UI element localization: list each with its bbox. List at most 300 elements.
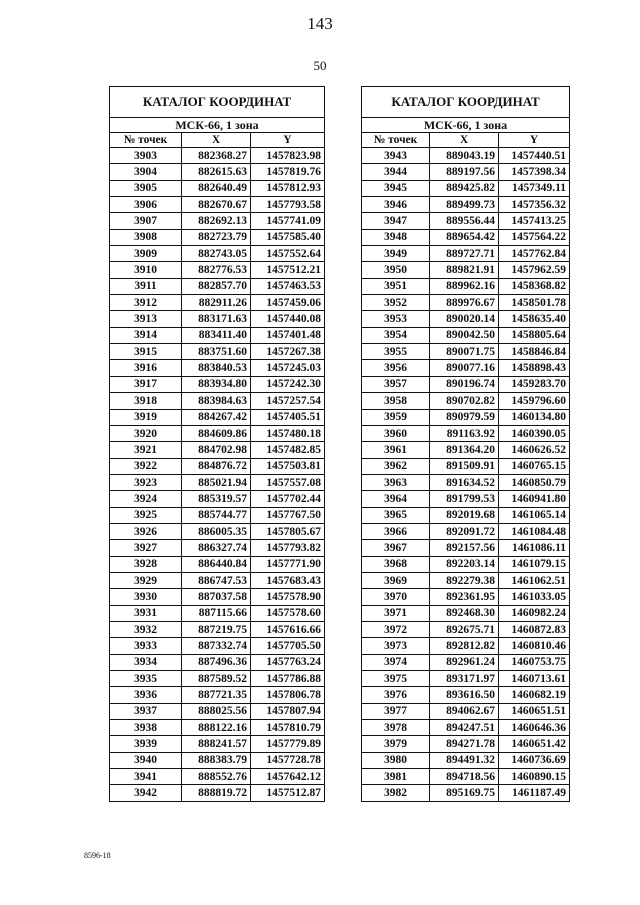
table-row	[362, 180, 570, 196]
table-row	[110, 752, 325, 768]
table-row	[362, 621, 570, 637]
point-number-cell: 3965	[362, 507, 430, 523]
y-coordinate-cell: 1460713.61	[499, 671, 570, 687]
point-number-cell: 3903	[110, 148, 182, 164]
point-number-cell: 3967	[362, 540, 430, 556]
table-row	[110, 703, 325, 719]
table-row	[110, 523, 325, 539]
table-row	[362, 540, 570, 556]
table-row	[362, 687, 570, 703]
x-coordinate-cell: 887496.36	[182, 654, 251, 670]
column-header-y: Y	[251, 133, 325, 148]
y-coordinate-cell: 1460646.36	[499, 720, 570, 736]
coordinate-table-left	[109, 86, 325, 802]
table-title: КАТАЛОГ КООРДИНАТ	[110, 87, 325, 118]
y-coordinate-cell: 1457512.87	[251, 785, 325, 801]
table-row	[362, 197, 570, 213]
x-coordinate-cell: 884702.98	[182, 442, 251, 458]
point-number-cell: 3973	[362, 638, 430, 654]
x-coordinate-cell: 888241.57	[182, 736, 251, 752]
y-coordinate-cell: 1457356.32	[499, 197, 570, 213]
y-coordinate-cell: 1457405.51	[251, 409, 325, 425]
table-row	[362, 376, 570, 392]
y-coordinate-cell: 1459796.60	[499, 393, 570, 409]
x-coordinate-cell: 882368.27	[182, 148, 251, 164]
x-coordinate-cell: 888819.72	[182, 785, 251, 801]
y-coordinate-cell: 1458846.84	[499, 344, 570, 360]
point-number-cell: 3936	[110, 687, 182, 703]
table-row	[110, 213, 325, 229]
point-number-cell: 3905	[110, 180, 182, 196]
table-row	[110, 556, 325, 572]
x-coordinate-cell: 889821.91	[430, 262, 499, 278]
x-coordinate-cell: 889499.73	[430, 197, 499, 213]
y-coordinate-cell: 1459283.70	[499, 376, 570, 392]
y-coordinate-cell: 1457552.64	[251, 246, 325, 262]
y-coordinate-cell: 1457245.03	[251, 360, 325, 376]
point-number-cell: 3957	[362, 376, 430, 392]
point-number-cell: 3977	[362, 703, 430, 719]
table-row	[110, 769, 325, 785]
coordinate-table-right	[361, 86, 570, 802]
point-number-cell: 3921	[110, 442, 182, 458]
x-coordinate-cell: 891364.20	[430, 442, 499, 458]
y-coordinate-cell: 1457564.22	[499, 229, 570, 245]
point-number-cell: 3959	[362, 409, 430, 425]
table-row	[362, 671, 570, 687]
point-number-cell: 3948	[362, 229, 430, 245]
point-number-cell: 3916	[110, 360, 182, 376]
x-coordinate-cell: 891799.53	[430, 491, 499, 507]
y-coordinate-cell: 1457705.50	[251, 638, 325, 654]
table-row	[110, 327, 325, 343]
x-coordinate-cell: 889197.56	[430, 164, 499, 180]
table-row	[110, 197, 325, 213]
table-row	[362, 295, 570, 311]
table-row	[110, 736, 325, 752]
table-row	[110, 785, 325, 801]
y-coordinate-cell: 1461187.49	[499, 785, 570, 801]
y-coordinate-cell: 1457413.25	[499, 213, 570, 229]
y-coordinate-cell: 1457512.21	[251, 262, 325, 278]
point-number-cell: 3923	[110, 474, 182, 490]
point-number-cell: 3942	[110, 785, 182, 801]
table-row	[110, 589, 325, 605]
x-coordinate-cell: 885021.94	[182, 474, 251, 490]
x-coordinate-cell: 892157.56	[430, 540, 499, 556]
point-number-cell: 3954	[362, 327, 430, 343]
y-coordinate-cell: 1457242.30	[251, 376, 325, 392]
x-coordinate-cell: 882911.26	[182, 295, 251, 311]
table-row	[362, 393, 570, 409]
point-number-cell: 3909	[110, 246, 182, 262]
x-coordinate-cell: 889976.67	[430, 295, 499, 311]
point-number-cell: 3943	[362, 148, 430, 164]
table-row	[362, 605, 570, 621]
point-number-cell: 3964	[362, 491, 430, 507]
column-header-x: X	[430, 133, 499, 148]
x-coordinate-cell: 890702.82	[430, 393, 499, 409]
y-coordinate-cell: 1457683.43	[251, 572, 325, 588]
x-coordinate-cell: 890071.75	[430, 344, 499, 360]
x-coordinate-cell: 882857.70	[182, 278, 251, 294]
point-number-cell: 3932	[110, 621, 182, 637]
x-coordinate-cell: 888383.79	[182, 752, 251, 768]
table-row	[362, 736, 570, 752]
x-coordinate-cell: 892361.95	[430, 589, 499, 605]
table-row	[362, 442, 570, 458]
table-row	[110, 311, 325, 327]
y-coordinate-cell: 1457767.50	[251, 507, 325, 523]
point-number-cell: 3926	[110, 523, 182, 539]
point-number-cell: 3930	[110, 589, 182, 605]
point-number-cell: 3974	[362, 654, 430, 670]
y-coordinate-cell: 1457741.09	[251, 213, 325, 229]
table-row	[110, 278, 325, 294]
table-row	[362, 572, 570, 588]
y-coordinate-cell: 1457806.78	[251, 687, 325, 703]
y-coordinate-cell: 1460682.19	[499, 687, 570, 703]
x-coordinate-cell: 884267.42	[182, 409, 251, 425]
point-number-cell: 3911	[110, 278, 182, 294]
table-row	[362, 703, 570, 719]
point-number-cell: 3920	[110, 425, 182, 441]
y-coordinate-cell: 1457793.82	[251, 540, 325, 556]
x-coordinate-cell: 884609.86	[182, 425, 251, 441]
point-number-cell: 3963	[362, 474, 430, 490]
x-coordinate-cell: 892091.72	[430, 523, 499, 539]
x-coordinate-cell: 883411.40	[182, 327, 251, 343]
point-number-cell: 3961	[362, 442, 430, 458]
y-coordinate-cell: 1457616.66	[251, 621, 325, 637]
x-coordinate-cell: 887721.35	[182, 687, 251, 703]
x-coordinate-cell: 890020.14	[430, 311, 499, 327]
y-coordinate-cell: 1457440.08	[251, 311, 325, 327]
table-row	[362, 229, 570, 245]
table-row	[362, 785, 570, 801]
y-coordinate-cell: 1457503.81	[251, 458, 325, 474]
column-header-point: № точек	[362, 133, 430, 148]
y-coordinate-cell: 1457810.79	[251, 720, 325, 736]
y-coordinate-cell: 1457786.88	[251, 671, 325, 687]
table-row	[362, 769, 570, 785]
y-coordinate-cell: 1457440.51	[499, 148, 570, 164]
x-coordinate-cell: 891163.92	[430, 425, 499, 441]
y-coordinate-cell: 1457793.58	[251, 197, 325, 213]
x-coordinate-cell: 885744.77	[182, 507, 251, 523]
table-zone: МСК-66, 1 зона	[110, 118, 325, 133]
x-coordinate-cell: 890979.59	[430, 409, 499, 425]
x-coordinate-cell: 891634.52	[430, 474, 499, 490]
y-coordinate-cell: 1460982.24	[499, 605, 570, 621]
point-number-cell: 3941	[110, 769, 182, 785]
x-coordinate-cell: 883934.80	[182, 376, 251, 392]
y-coordinate-cell: 1461079.15	[499, 556, 570, 572]
table-row	[110, 491, 325, 507]
table-row	[110, 180, 325, 196]
x-coordinate-cell: 886747.53	[182, 572, 251, 588]
x-coordinate-cell: 893171.97	[430, 671, 499, 687]
point-number-cell: 3979	[362, 736, 430, 752]
table-row	[110, 540, 325, 556]
x-coordinate-cell: 883751.60	[182, 344, 251, 360]
x-coordinate-cell: 894491.32	[430, 752, 499, 768]
table-row	[362, 491, 570, 507]
y-coordinate-cell: 1458368.82	[499, 278, 570, 294]
table-row	[110, 605, 325, 621]
y-coordinate-cell: 1461086.11	[499, 540, 570, 556]
point-number-cell: 3915	[110, 344, 182, 360]
point-number-cell: 3976	[362, 687, 430, 703]
x-coordinate-cell: 889043.19	[430, 148, 499, 164]
point-number-cell: 3906	[110, 197, 182, 213]
y-coordinate-cell: 1457962.59	[499, 262, 570, 278]
point-number-cell: 3949	[362, 246, 430, 262]
x-coordinate-cell: 884876.72	[182, 458, 251, 474]
y-coordinate-cell: 1461062.51	[499, 572, 570, 588]
table-row	[110, 425, 325, 441]
point-number-cell: 3929	[110, 572, 182, 588]
x-coordinate-cell: 882692.13	[182, 213, 251, 229]
table-zone: МСК-66, 1 зона	[362, 118, 570, 133]
x-coordinate-cell: 891509.91	[430, 458, 499, 474]
y-coordinate-cell: 1457578.90	[251, 589, 325, 605]
x-coordinate-cell: 892019.68	[430, 507, 499, 523]
y-coordinate-cell: 1460810.46	[499, 638, 570, 654]
point-number-cell: 3960	[362, 425, 430, 441]
x-coordinate-cell: 890196.74	[430, 376, 499, 392]
column-header-y: Y	[499, 133, 570, 148]
point-number-cell: 3924	[110, 491, 182, 507]
y-coordinate-cell: 1460651.42	[499, 736, 570, 752]
point-number-cell: 3918	[110, 393, 182, 409]
y-coordinate-cell: 1457257.54	[251, 393, 325, 409]
table-row	[362, 720, 570, 736]
point-number-cell: 3978	[362, 720, 430, 736]
table-row	[110, 572, 325, 588]
x-coordinate-cell: 888122.16	[182, 720, 251, 736]
x-coordinate-cell: 892675.71	[430, 621, 499, 637]
point-number-cell: 3950	[362, 262, 430, 278]
point-number-cell: 3928	[110, 556, 182, 572]
point-number-cell: 3922	[110, 458, 182, 474]
table-row	[110, 376, 325, 392]
y-coordinate-cell: 1460765.15	[499, 458, 570, 474]
point-number-cell: 3927	[110, 540, 182, 556]
column-header-point: № точек	[110, 133, 182, 148]
x-coordinate-cell: 894718.56	[430, 769, 499, 785]
point-number-cell: 3931	[110, 605, 182, 621]
x-coordinate-cell: 882670.67	[182, 197, 251, 213]
point-number-cell: 3907	[110, 213, 182, 229]
x-coordinate-cell: 882615.63	[182, 164, 251, 180]
point-number-cell: 3939	[110, 736, 182, 752]
y-coordinate-cell: 1457702.44	[251, 491, 325, 507]
y-coordinate-cell: 1457819.76	[251, 164, 325, 180]
point-number-cell: 3975	[362, 671, 430, 687]
point-number-cell: 3966	[362, 523, 430, 539]
table-row	[110, 262, 325, 278]
point-number-cell: 3938	[110, 720, 182, 736]
x-coordinate-cell: 892812.82	[430, 638, 499, 654]
table-row	[110, 409, 325, 425]
x-coordinate-cell: 887589.52	[182, 671, 251, 687]
table-row	[110, 621, 325, 637]
table-row	[362, 409, 570, 425]
point-number-cell: 3940	[110, 752, 182, 768]
point-number-cell: 3956	[362, 360, 430, 376]
point-number-cell: 3919	[110, 409, 182, 425]
point-number-cell: 3913	[110, 311, 182, 327]
y-coordinate-cell: 1460850.79	[499, 474, 570, 490]
point-number-cell: 3951	[362, 278, 430, 294]
y-coordinate-cell: 1457823.98	[251, 148, 325, 164]
point-number-cell: 3953	[362, 311, 430, 327]
table-row	[362, 556, 570, 572]
y-coordinate-cell: 1457771.90	[251, 556, 325, 572]
y-coordinate-cell: 1460626.52	[499, 442, 570, 458]
y-coordinate-cell: 1460390.05	[499, 425, 570, 441]
table-row	[110, 442, 325, 458]
table-row	[362, 213, 570, 229]
x-coordinate-cell: 885319.57	[182, 491, 251, 507]
point-number-cell: 3917	[110, 376, 182, 392]
table-row	[110, 229, 325, 245]
x-coordinate-cell: 882743.05	[182, 246, 251, 262]
point-number-cell: 3947	[362, 213, 430, 229]
y-coordinate-cell: 1457557.08	[251, 474, 325, 490]
y-coordinate-cell: 1457482.85	[251, 442, 325, 458]
x-coordinate-cell: 892961.24	[430, 654, 499, 670]
table-row	[362, 246, 570, 262]
x-coordinate-cell: 894062.67	[430, 703, 499, 719]
point-number-cell: 3972	[362, 621, 430, 637]
x-coordinate-cell: 882723.79	[182, 229, 251, 245]
point-number-cell: 3952	[362, 295, 430, 311]
x-coordinate-cell: 882640.49	[182, 180, 251, 196]
table-row	[362, 164, 570, 180]
y-coordinate-cell: 1457398.34	[499, 164, 570, 180]
x-coordinate-cell: 887219.75	[182, 621, 251, 637]
point-number-cell: 3944	[362, 164, 430, 180]
table-row	[362, 425, 570, 441]
point-number-cell: 3971	[362, 605, 430, 621]
y-coordinate-cell: 1458805.64	[499, 327, 570, 343]
table-row	[362, 344, 570, 360]
point-number-cell: 3937	[110, 703, 182, 719]
table-row	[110, 295, 325, 311]
y-coordinate-cell: 1460651.51	[499, 703, 570, 719]
y-coordinate-cell: 1461084.48	[499, 523, 570, 539]
x-coordinate-cell: 894271.78	[430, 736, 499, 752]
table-row	[362, 458, 570, 474]
x-coordinate-cell: 892203.14	[430, 556, 499, 572]
y-coordinate-cell: 1457578.60	[251, 605, 325, 621]
table-row	[362, 638, 570, 654]
point-number-cell: 3912	[110, 295, 182, 311]
x-coordinate-cell: 886005.35	[182, 523, 251, 539]
point-number-cell: 3980	[362, 752, 430, 768]
point-number-cell: 3908	[110, 229, 182, 245]
x-coordinate-cell: 890077.16	[430, 360, 499, 376]
y-coordinate-cell: 1457805.67	[251, 523, 325, 539]
y-coordinate-cell: 1460736.69	[499, 752, 570, 768]
y-coordinate-cell: 1457480.18	[251, 425, 325, 441]
point-number-cell: 3945	[362, 180, 430, 196]
y-coordinate-cell: 1460941.80	[499, 491, 570, 507]
y-coordinate-cell: 1457459.06	[251, 295, 325, 311]
table-row	[362, 360, 570, 376]
y-coordinate-cell: 1457642.12	[251, 769, 325, 785]
table-title: КАТАЛОГ КООРДИНАТ	[362, 87, 570, 118]
x-coordinate-cell: 882776.53	[182, 262, 251, 278]
y-coordinate-cell: 1460890.15	[499, 769, 570, 785]
table-row	[110, 507, 325, 523]
document-code: 8596-18	[84, 851, 111, 860]
table-row	[362, 654, 570, 670]
point-number-cell: 3935	[110, 671, 182, 687]
x-coordinate-cell: 889556.44	[430, 213, 499, 229]
point-number-cell: 3968	[362, 556, 430, 572]
table-row	[110, 344, 325, 360]
y-coordinate-cell: 1461033.05	[499, 589, 570, 605]
point-number-cell: 3962	[362, 458, 430, 474]
table-row	[362, 148, 570, 164]
point-number-cell: 3946	[362, 197, 430, 213]
x-coordinate-cell: 894247.51	[430, 720, 499, 736]
y-coordinate-cell: 1458898.43	[499, 360, 570, 376]
table-row	[362, 311, 570, 327]
point-number-cell: 3958	[362, 393, 430, 409]
y-coordinate-cell: 1457401.48	[251, 327, 325, 343]
table-row	[362, 507, 570, 523]
x-coordinate-cell: 890042.50	[430, 327, 499, 343]
table-row	[362, 327, 570, 343]
column-header-x: X	[182, 133, 251, 148]
table-row	[110, 638, 325, 654]
x-coordinate-cell: 887332.74	[182, 638, 251, 654]
x-coordinate-cell: 887115.66	[182, 605, 251, 621]
y-coordinate-cell: 1461065.14	[499, 507, 570, 523]
x-coordinate-cell: 883984.63	[182, 393, 251, 409]
x-coordinate-cell: 895169.75	[430, 785, 499, 801]
y-coordinate-cell: 1457463.53	[251, 278, 325, 294]
point-number-cell: 3969	[362, 572, 430, 588]
y-coordinate-cell: 1457762.84	[499, 246, 570, 262]
y-coordinate-cell: 1457267.38	[251, 344, 325, 360]
table-row	[362, 523, 570, 539]
point-number-cell: 3934	[110, 654, 182, 670]
table-row	[110, 360, 325, 376]
y-coordinate-cell: 1458635.40	[499, 311, 570, 327]
point-number-cell: 3981	[362, 769, 430, 785]
y-coordinate-cell: 1457812.93	[251, 180, 325, 196]
table-row	[110, 458, 325, 474]
point-number-cell: 3955	[362, 344, 430, 360]
point-number-cell: 3933	[110, 638, 182, 654]
table-row	[110, 687, 325, 703]
table-row	[110, 148, 325, 164]
page-number: 143	[307, 14, 333, 33]
x-coordinate-cell: 892279.38	[430, 572, 499, 588]
x-coordinate-cell: 889654.42	[430, 229, 499, 245]
table-row	[110, 474, 325, 490]
y-coordinate-cell: 1457585.40	[251, 229, 325, 245]
point-number-cell: 3914	[110, 327, 182, 343]
y-coordinate-cell: 1460872.83	[499, 621, 570, 637]
x-coordinate-cell: 886440.84	[182, 556, 251, 572]
point-number-cell: 3910	[110, 262, 182, 278]
